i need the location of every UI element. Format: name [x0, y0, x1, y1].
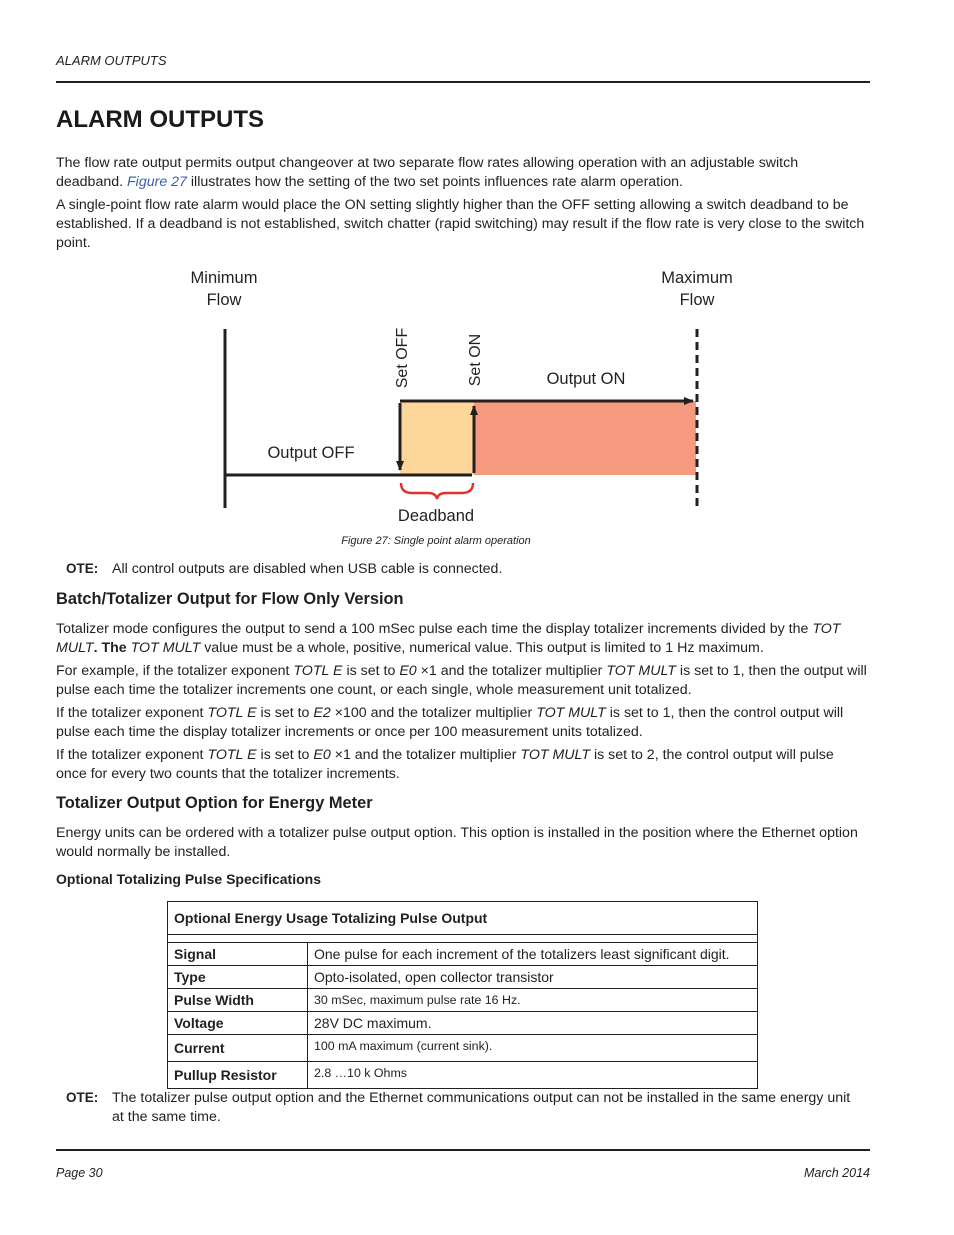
note-text: All control outputs are disabled when USB cable is connected.: [112, 561, 503, 577]
deadband-label: Deadband: [397, 507, 475, 525]
deadband-region: [400, 401, 474, 475]
spec-value: 2.8 …10 k Ohms: [308, 1062, 758, 1089]
batch-paragraph-3: If the totalizer exponent TOTL E is set to E2 ×100 and the totalizer multiplier TOT MULT is set to 1, then the control output will pulse each time the display totalizer increments or once per 100 measurement units totalized.: [56, 705, 844, 740]
spec-key: Type: [168, 966, 308, 989]
spec-key: Current: [168, 1035, 308, 1062]
deadband-brace: [401, 483, 473, 499]
table-title: Optional Energy Usage Totalizing Pulse Output: [168, 902, 758, 935]
output-off-label: Output OFF: [267, 444, 355, 462]
minimum-flow-label: Minimum Flow: [190, 269, 258, 309]
spec-subheading: Optional Totalizing Pulse Specifications: [56, 871, 321, 887]
note-label: OTE:: [66, 561, 99, 576]
table-spacer-row: [168, 935, 758, 943]
footer-date: March 2014: [803, 1166, 870, 1180]
intro-paragraph-2: A single-point flow rate alarm would place the ON setting slightly higher than the OFF setting allowing a switch deadband to be established. If a deadband is not established, switch chatter (rapid switching) may result if the flow rate is very close to the switch point.: [56, 197, 865, 251]
set-off-label: Set OFF: [394, 327, 411, 389]
output-on-region: [474, 401, 696, 475]
batch-paragraph-1: Totalizer mode configures the output to send a 100 mSec pulse each time the display totalizer increments divided by the TOT MULT. The TOT MULT value must be a whole, positive, numerical value. This output is limited to 1 Hz maximum.: [56, 621, 841, 656]
maximum-flow-label: Maximum Flow: [661, 269, 733, 309]
spec-key: Pulse Width: [168, 989, 308, 1012]
spec-value: 100 mA maximum (current sink).: [308, 1035, 758, 1062]
spec-value: Opto-isolated, open collector transistor: [308, 966, 758, 989]
alarm-diagram: [0, 0, 954, 560]
spec-table: [167, 901, 758, 1089]
figure-caption: Figure 27: Single point alarm operation: [341, 535, 531, 547]
spec-key: Signal: [168, 943, 308, 966]
spec-value: 28V DC maximum.: [308, 1012, 758, 1035]
running-head: ALARM OUTPUTS: [56, 53, 167, 68]
footer-rule: [56, 1149, 870, 1151]
spec-value: 30 mSec, maximum pulse rate 16 Hz.: [308, 989, 758, 1012]
page-title: ALARM OUTPUTS: [56, 106, 264, 133]
spec-key: Pullup Resistor: [168, 1062, 308, 1089]
table-row: [168, 966, 758, 989]
batch-paragraph-2: For example, if the totalizer exponent TOTL E is set to E0 ×1 and the totalizer multiplier TOT MULT is set to 1, then the output will pulse each time the totalizer increments one count, or each single, whole measurement unit totalized.: [56, 663, 867, 698]
figure-27-link[interactable]: Figure 27: [127, 174, 187, 190]
energy-totalizer-heading: Totalizer Output Option for Energy Meter: [56, 794, 373, 812]
set-on-label: Set ON: [467, 333, 484, 387]
spec-key: Voltage: [168, 1012, 308, 1035]
table-row: [168, 989, 758, 1012]
table-title-row: [168, 902, 758, 935]
page-number: Page 30: [56, 1166, 103, 1180]
table-row: [168, 943, 758, 966]
spec-value: One pulse for each increment of the totalizers least significant digit.: [308, 943, 758, 966]
note-label: OTE:: [66, 1090, 99, 1105]
energy-paragraph: Energy units can be ordered with a totalizer pulse output option. This option is installed in the position where the Ethernet option would normally be installed.: [56, 825, 858, 860]
note-text: The totalizer pulse output option and the Ethernet communications output can not be installed in the same energy unit at the same time.: [112, 1090, 851, 1125]
intro-paragraph-1: The flow rate output permits output changeover at two separate flow rates allowing operation with an adjustable switch deadband. Figure 27 illustrates how the setting of the two set points influences rate alarm operation.: [56, 155, 799, 190]
table-row: [168, 1012, 758, 1035]
table-row: [168, 1062, 758, 1089]
output-on-label: Output ON: [546, 370, 626, 388]
batch-totalizer-heading: Batch/Totalizer Output for Flow Only Version: [56, 590, 404, 608]
table-row: [168, 1035, 758, 1062]
batch-paragraph-4: If the totalizer exponent TOTL E is set to E0 ×1 and the totalizer multiplier TOT MULT is set to 2, the control output will pulse once for every two counts that the totalizer increments.: [56, 747, 834, 782]
